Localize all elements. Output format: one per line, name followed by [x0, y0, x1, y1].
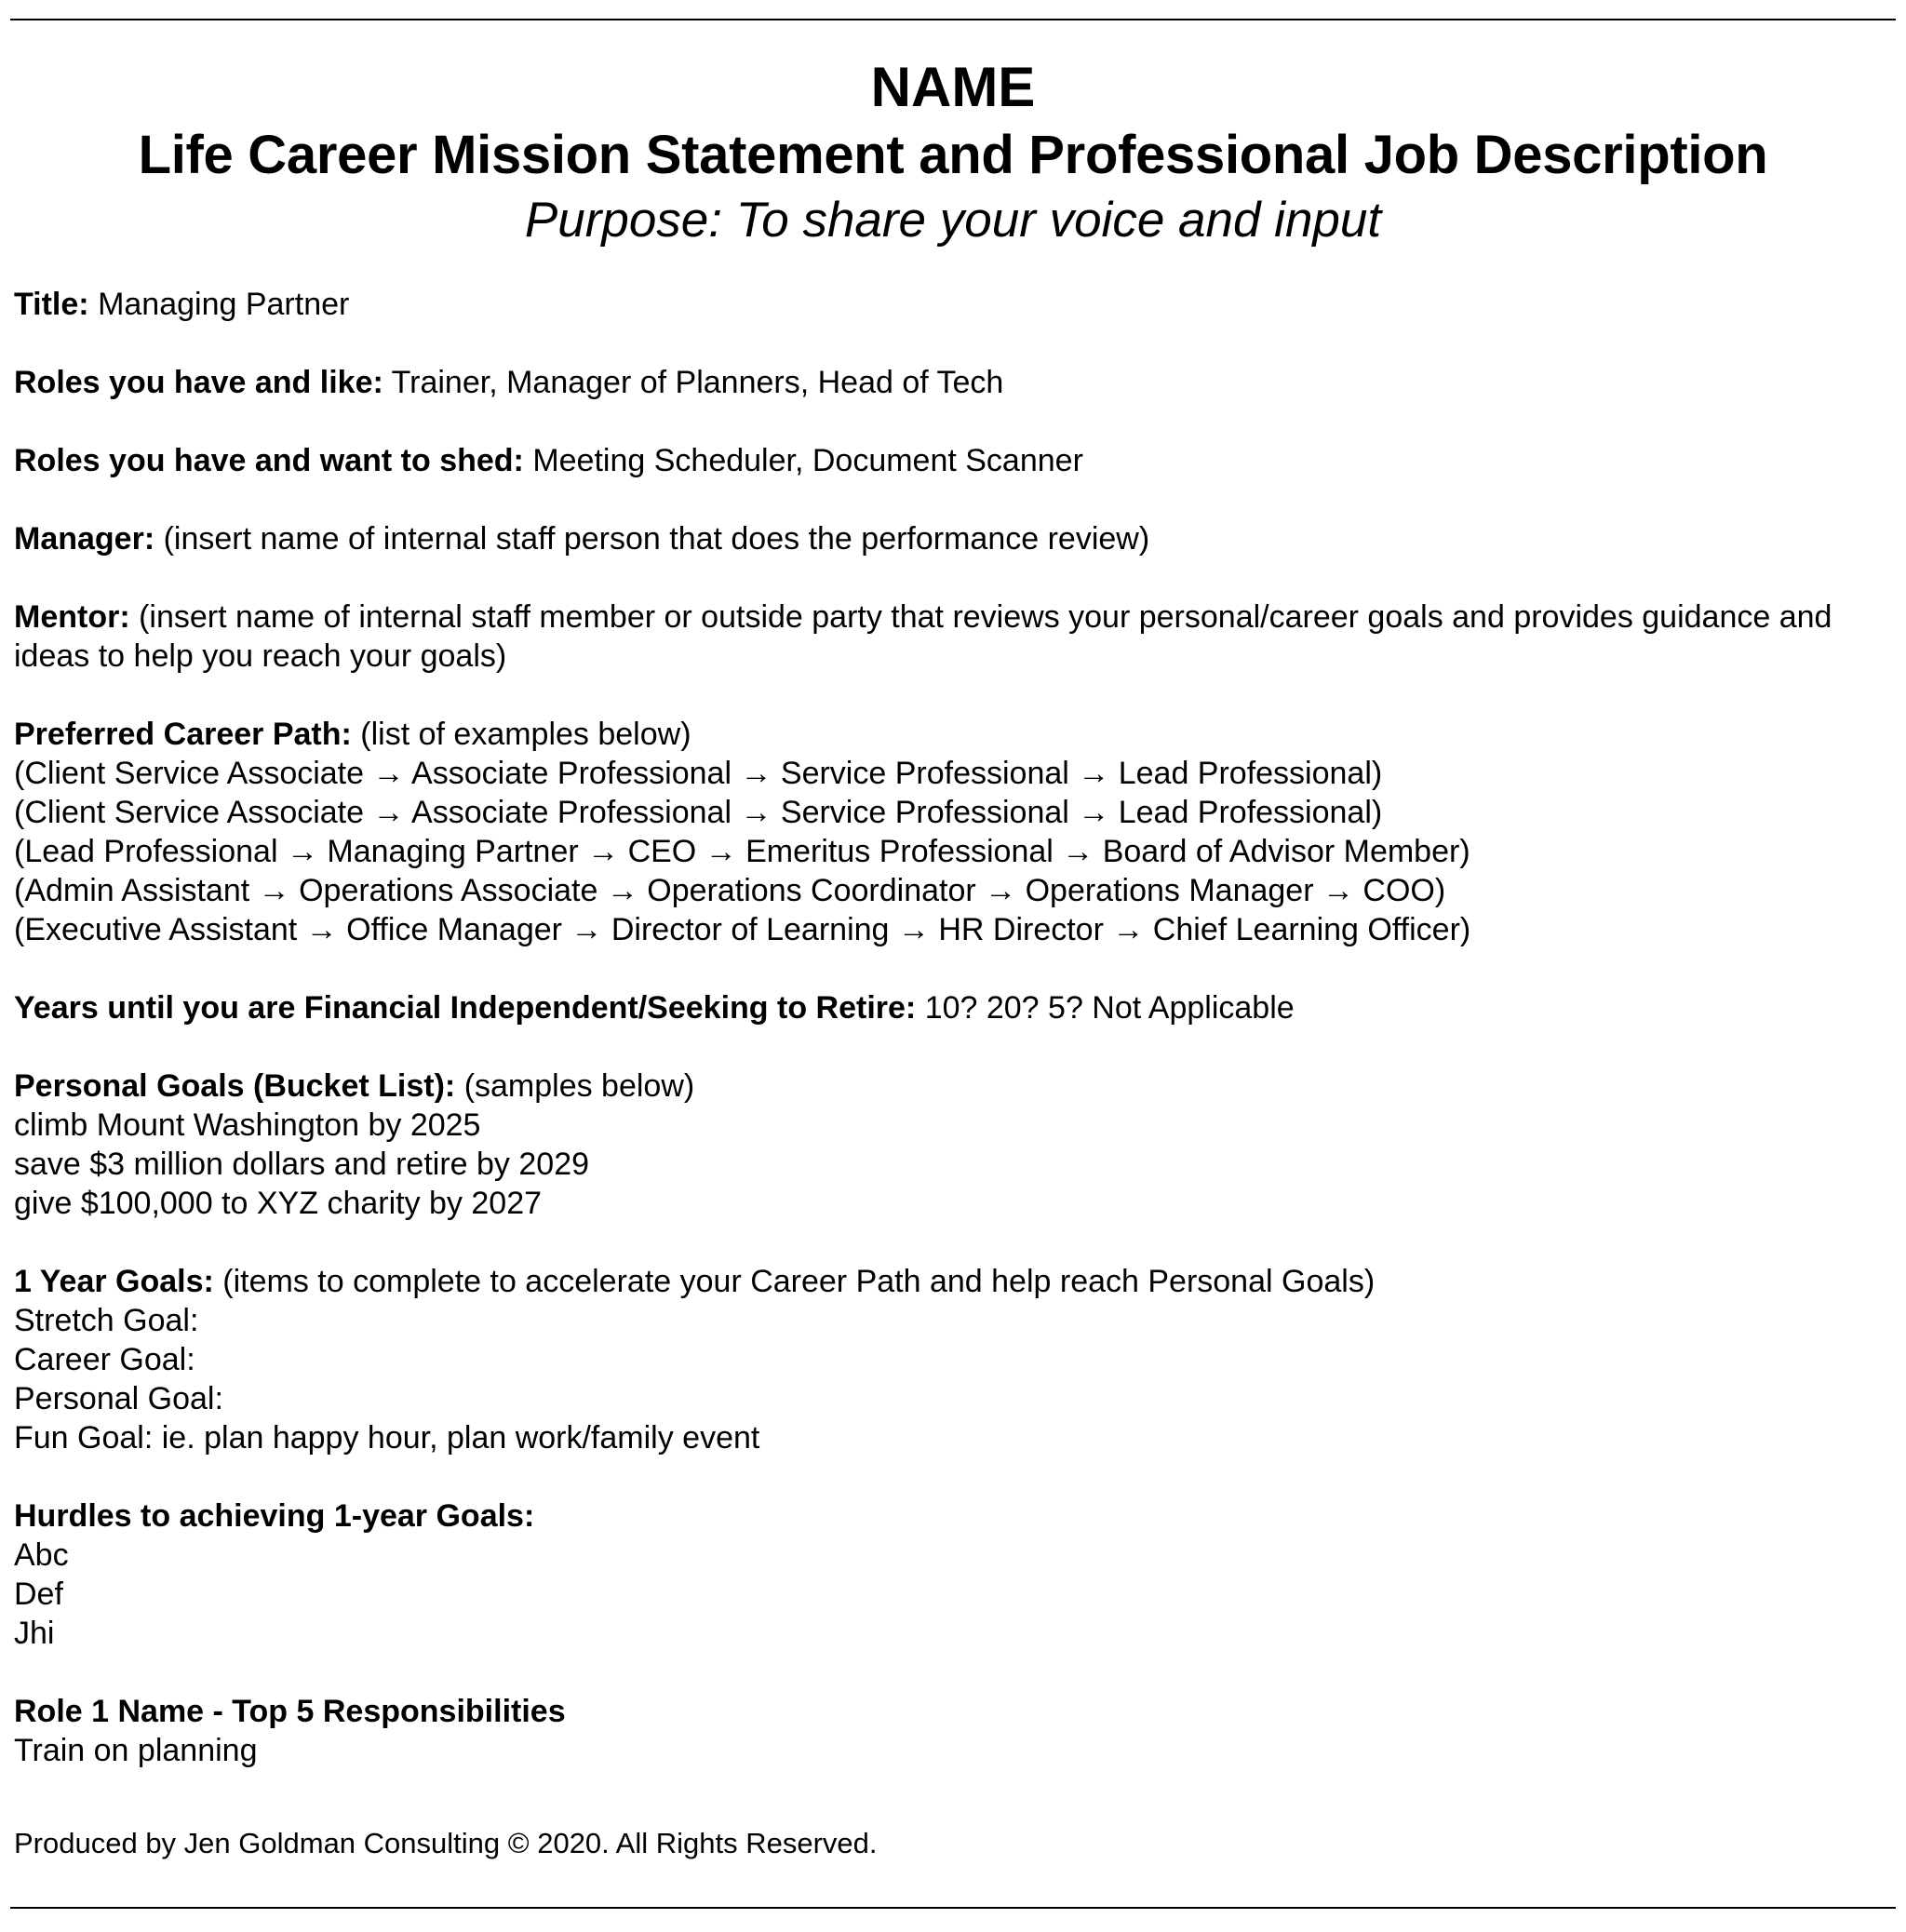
- years-value: 10? 20? 5? Not Applicable: [924, 990, 1295, 1026]
- one-year-goal-item: Career Goal:: [14, 1342, 195, 1377]
- career-path-item: (Admin Assistant → Operations Associate → Operations Coordinator → Operations Manager → COO): [14, 873, 1446, 908]
- years-field: [14, 988, 1875, 1027]
- career-path-item: (Executive Assistant → Office Manager → Director of Learning → HR Director → Chief Learning Officer): [14, 912, 1471, 947]
- one-year-goals-label: 1 Year Goals:: [14, 1264, 214, 1299]
- roles-like-value: Trainer, Manager of Planners, Head of Tech: [391, 365, 1004, 400]
- manager-label: Manager:: [14, 521, 155, 557]
- roles-shed-value: Meeting Scheduler, Document Scanner: [532, 443, 1083, 478]
- career-path-label: Preferred Career Path:: [14, 717, 352, 752]
- manager-value: (insert name of internal staff person that does the performance review): [163, 521, 1150, 557]
- document-purpose: Purpose: To share your voice and input: [524, 193, 1382, 248]
- hurdle-item: Abc: [14, 1537, 69, 1573]
- one-year-goals-field: [14, 1262, 1875, 1301]
- career-path-item: (Lead Professional → Managing Partner → CEO → Emeritus Professional → Board of Advisor Member): [14, 834, 1470, 869]
- document-header: [0, 52, 1906, 253]
- personal-goal-item: save $3 million dollars and retire by 2029: [14, 1147, 590, 1182]
- years-label: Years until you are Financial Independent/Seeking to Retire:: [14, 990, 917, 1026]
- one-year-goal-item: Fun Goal: ie. plan happy hour, plan work/family event: [14, 1420, 760, 1456]
- personal-goal-item: give $100,000 to XYZ charity by 2027: [14, 1186, 543, 1221]
- document-name: NAME: [870, 56, 1036, 118]
- career-path-item: (Client Service Associate → Associate Professional → Service Professional → Lead Professional): [14, 795, 1383, 830]
- copyright-footer: Produced by Jen Goldman Consulting © 2020. All Rights Reserved.: [14, 1827, 878, 1859]
- career-path-item: (Client Service Associate → Associate Professional → Service Professional → Lead Professional): [14, 756, 1383, 791]
- document-body: [14, 285, 1875, 1770]
- mentor-field: [14, 597, 1875, 676]
- hurdle-item: Jhi: [14, 1616, 55, 1651]
- personal-goal-item: climb Mount Washington by 2025: [14, 1107, 481, 1143]
- title-field: [14, 285, 1875, 324]
- role1-label: Role 1 Name - Top 5 Responsibilities: [14, 1694, 566, 1729]
- one-year-goal-item: Personal Goal:: [14, 1381, 223, 1416]
- title-value: Managing Partner: [98, 287, 350, 322]
- bottom-divider: [10, 1907, 1896, 1909]
- personal-goals-field: [14, 1067, 1875, 1106]
- mentor-label: Mentor:: [14, 599, 130, 635]
- roles-like-label: Roles you have and like:: [14, 365, 383, 400]
- role1-item: Train on planning: [14, 1733, 258, 1768]
- career-path-note: (list of examples below): [360, 717, 691, 752]
- one-year-goal-item: Stretch Goal:: [14, 1303, 199, 1338]
- title-label: Title:: [14, 287, 89, 322]
- one-year-goals-note: (items to complete to accelerate your Career Path and help reach Personal Goals): [222, 1264, 1376, 1299]
- career-path-field: [14, 715, 1875, 754]
- top-divider: [10, 19, 1896, 20]
- roles-shed-field: [14, 441, 1875, 480]
- personal-goals-label: Personal Goals (Bucket List):: [14, 1068, 456, 1104]
- hurdle-item: Def: [14, 1576, 63, 1612]
- mentor-value: (insert name of internal staff member or outside party that reviews your personal/career goals and provides guidance and ideas to help you reach your goals): [14, 599, 1832, 674]
- manager-field: [14, 519, 1875, 558]
- personal-goals-note: (samples below): [463, 1068, 695, 1104]
- role1-field: [14, 1692, 1875, 1731]
- document-title: Life Career Mission Statement and Professional Job Description: [138, 125, 1768, 185]
- roles-like-field: [14, 363, 1875, 402]
- hurdles-label: Hurdles to achieving 1-year Goals:: [14, 1498, 535, 1534]
- roles-shed-label: Roles you have and want to shed:: [14, 443, 524, 478]
- hurdles-field: [14, 1496, 1875, 1536]
